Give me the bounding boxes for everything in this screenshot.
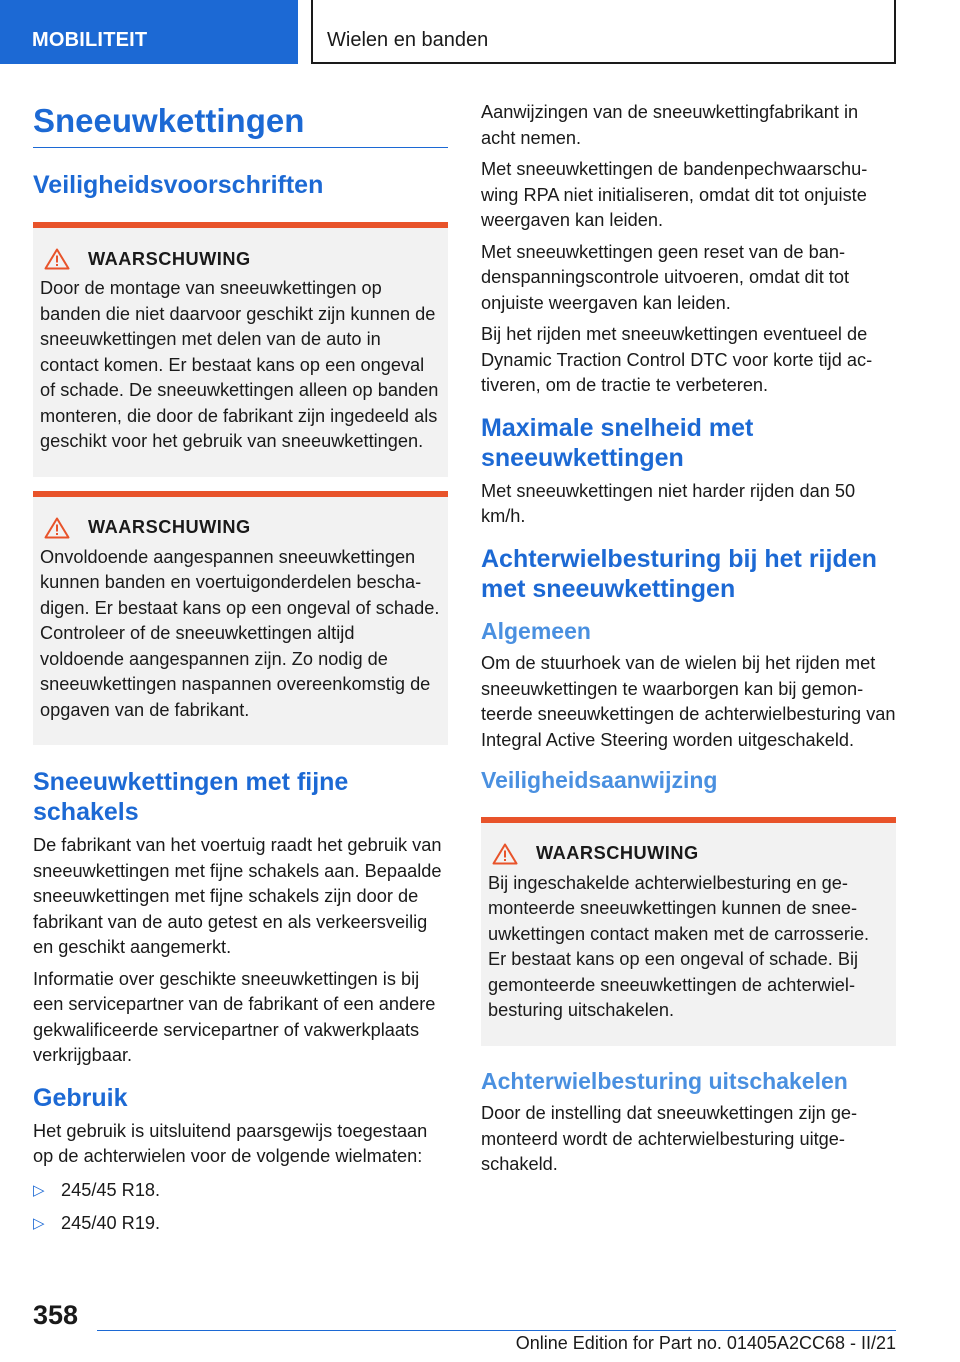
wheel-size: 245/40 R19. [61,1213,161,1234]
wheel-size: 245/45 R18. [61,1179,161,1200]
disable-steering-heading: Achterwielbesturing uitschakelen [481,1067,848,1094]
footer-edition: Online Edition for Part no. 01405A2CC68 - II/21 [515,1333,896,1353]
warning-header [40,517,440,539]
wheel-size-list [33,1178,448,1237]
disable-steering-paragraph: Door de instelling dat sneeuwkettingen zijn gemonteerd wordt de achterwielbesturing uitgeschakeld. [481,1103,858,1175]
warning-box [33,222,448,477]
header-chapter-label: Wielen en banden [327,29,489,51]
warning-text: Bij ingeschakelde achterwielbesturing en gemonteerde sneeuwkettingen kunnen de sneeuwkettingen contact maken met de carrosserie. Er bestaat kans op een ongeval of schade. Bij gemonteerde sneeuwkettingen de achterwielbesturing uitschakelen. [488,872,870,1021]
warning-triangle-icon [492,843,518,865]
page-number: 358 [33,1300,79,1330]
rear-steering-heading: Achterwielbesturing bij het rijden met sneeuwkettingen [481,544,877,603]
left-column [33,100,448,1245]
speed-heading: Maximale snelheid met sneeuwkettingen [481,413,754,472]
list-item [33,1178,448,1204]
safety-note-heading: Veiligheidsaanwijzing [481,767,718,794]
warning-label: WAARSCHUWING [536,843,699,864]
paragraph-rpa: Met sneeuwkettingen de bandenpechwaarschuwing RPA niet initialiseren, omdat dit tot onjuiste weergaven kan leiden. [481,159,868,230]
general-heading: Algemeen [481,617,591,644]
fine-chains-paragraph-2: Informatie over geschikte sneeuwkettingen is bij een servicepartner van de fabrikant of een andere gekwalificeerde servicepartner of vakwerkplaats verkrijgbaar. [33,968,436,1066]
fine-chains-paragraph-1: De fabrikant van het voertuig raadt het gebruik van sneeuwkettingen met fijne schakels aan. Bepaalde sneeuwkettingen met fijne schakels zijn door de fabrikant van de auto getest en als verkeersveilig en geschikt aangemerkt. [33,835,442,958]
list-item [33,1211,448,1237]
warning-text: Onvoldoende aangespannen sneeuwkettingen kunnen banden en voertuigonderdelen beschadigen. Er bestaat kans op een ongeval of schade. Controleer of de sneeuwkettingen altijd voldoende aangespannen zijn. Zo nodig de sneeuwkettingen naspannen overeenkomstig de opgaven van de fabrikant. [40,546,440,720]
right-column [481,100,896,1184]
warning-label: WAARSCHUWING [88,248,251,269]
header-chapter-tab [311,0,896,64]
header-section-label: MOBILITEIT [32,29,148,51]
warning-box [33,491,448,746]
warning-header [488,843,888,865]
page-title: Sneeuwkettingen [33,100,448,148]
footer-divider [97,1330,896,1331]
general-paragraph: Om de stuurhoek van de wielen bij het rijden met sneeuwkettingen te waarborgen kan bij gemonteerde sneeuwkettingen de achterwielbesturing van Integral Active Steering worden uitgeschakeld. [481,653,896,750]
paragraph-manufacturer: Aanwijzingen van de sneeuwkettingfabrikant in acht nemen. [481,102,859,148]
warning-triangle-icon [44,248,70,270]
triangle-right-icon: ▷ [33,1215,45,1233]
warning-label: WAARSCHUWING [88,517,251,538]
header-section-tab [0,0,298,64]
warning-text: Door de montage van sneeuwkettingen op banden die niet daarvoor geschikt zijn kunnen de sneeuwkettingen met delen van de auto in contact komen. Er bestaat kans op een ongeval of schade. De sneeuwkettingen alleen op banden monteren, die door de fabrikant zijn ingedeeld als geschikt voor het gebruik van sneeuwkettingen. [40,278,439,452]
paragraph-dtc: Bij het rijden met sneeuwkettingen eventueel de Dynamic Traction Control DTC voor korte tijd activeren, om de tractie te verbeteren. [481,324,873,395]
fine-chains-heading: Sneeuwkettingen met fijne schakels [33,768,349,827]
use-heading: Gebruik [33,1083,128,1112]
warning-header [40,248,440,270]
speed-paragraph: Met sneeuwkettingen niet harder rijden dan 50 km/h. [481,480,856,526]
use-paragraph: Het gebruik is uitsluitend paarsgewijs toegestaan op de achterwielen voor de volgende wielmaten: [33,1120,428,1167]
warning-triangle-icon [44,517,70,539]
paragraph-tpms: Met sneeuwkettingen geen reset van de bandenspanningscontrole uitvoeren, omdat dit tot onjuiste weergaven kan leiden. [481,241,850,313]
triangle-right-icon: ▷ [33,1181,45,1199]
warning-box [481,817,896,1046]
safety-heading: Veiligheidsvoorschriften [33,171,324,200]
